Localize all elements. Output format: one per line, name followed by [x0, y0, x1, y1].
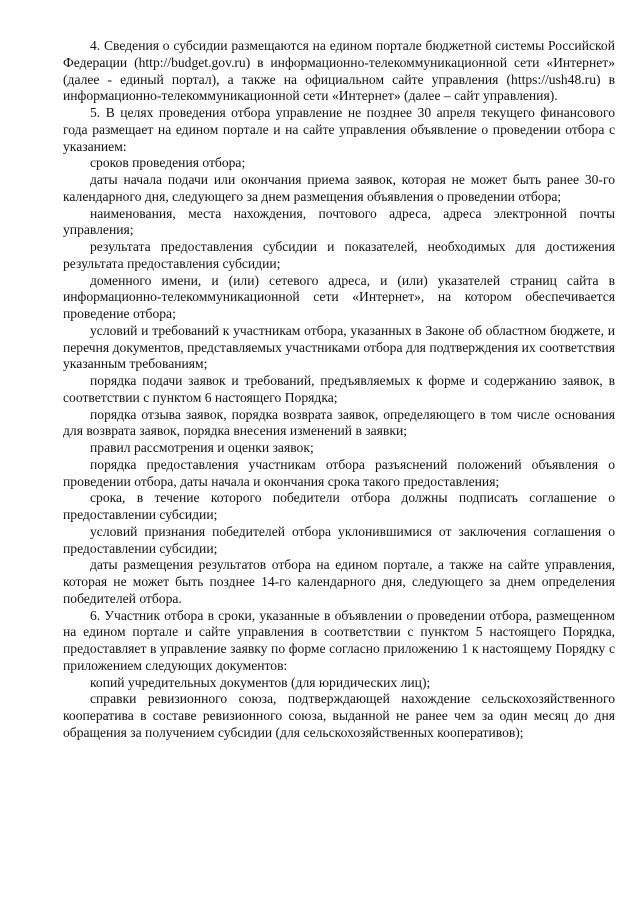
list-item: условий и требований к участникам отбора, указанных в Законе об областном бюджете, и перечня документов, представляемых участниками отбора для подтверждения их соответствия указанным требованиям;: [63, 322, 615, 372]
list-item: справки ревизионного союза, подтверждающей нахождение сельскохозяйственного кооператива в составе ревизионного союза, выданной не ранее чем за один месяц до дня обращения за получением субсидии (для сельскохозяйственных кооперативов);: [63, 691, 615, 740]
document-page: [63, 38, 615, 742]
list-item: сроков проведения отбора;: [90, 155, 246, 171]
list-item: доменного имени, и (или) сетевого адреса, и (или) указателей страниц сайта в информационно-телекоммуникационной сети «Интернет», на котором обеспечивается проведение отбора;: [63, 272, 615, 321]
list-item: порядка подачи заявок и требований, предъявляемых к форме и содержанию заявок, в соответствии с пунктом 6 настоящего Порядка;: [63, 373, 615, 405]
list-item: результата предоставления субсидии и показателей, необходимых для достижения результата предоставления субсидии;: [63, 239, 615, 271]
list-item: порядка предоставления участникам отбора разъяснений положений объявления о проведении отбора, даты начала и окончания срока такого предоставления;: [63, 456, 615, 489]
paragraph-6: 6. Участник отбора в сроки, указанные в объявлении о проведении отбора, размещенном на едином портале и сайте управления в соответствии с пунктом 5 настоящего Порядка, предоставляет в управление заявку по форме согласно приложению 1 к настоящему Порядку с приложением следующих документов:: [63, 607, 615, 673]
list-item: копий учредительных документов (для юридических лиц);: [90, 674, 431, 690]
list-item: срока, в течение которого победители отбора должны подписать соглашение о предоставлении субсидии;: [63, 490, 615, 522]
list-item: условий признания победителей отбора уклонившимися от заключения соглашения о предоставлении субсидии;: [63, 523, 615, 556]
list-item: порядка отзыва заявок, порядка возврата заявок, определяющего в том числе основания для возврата заявок, порядка внесения изменений в заявки;: [63, 406, 615, 439]
list-item: даты размещения результатов отбора на едином портале, а также на сайте управления, которая не может быть позднее 14-го календарного дня, следующего за днем определения победителей отбора.: [63, 557, 615, 606]
paragraph-4: 4. Сведения о субсидии размещаются на едином портале бюджетной системы Российской Федерации (http://budget.gov.ru) в информационно-телекоммуникационной сети «Интернет» (далее - единый портал), а также на официальном сайте управления (https://ush48.ru) в информационно-телекоммуникационной сети «Интернет» (далее – сайт управления).: [63, 38, 615, 104]
paragraph-5: 5. В целях проведения отбора управление не позднее 30 апреля текущего финансового года размещает на едином портале и на сайте управления объявление о проведении отбора с указанием:: [63, 105, 615, 154]
list-item: правил рассмотрения и оценки заявок;: [90, 440, 314, 455]
list-item: даты начала подачи или окончания приема заявок, которая не может быть ранее 30-го календарного дня, следующего за днем размещения объявления о проведении отбора;: [63, 172, 615, 204]
list-item: наименования, места нахождения, почтового адреса, адреса электронной почты управления;: [63, 205, 615, 238]
